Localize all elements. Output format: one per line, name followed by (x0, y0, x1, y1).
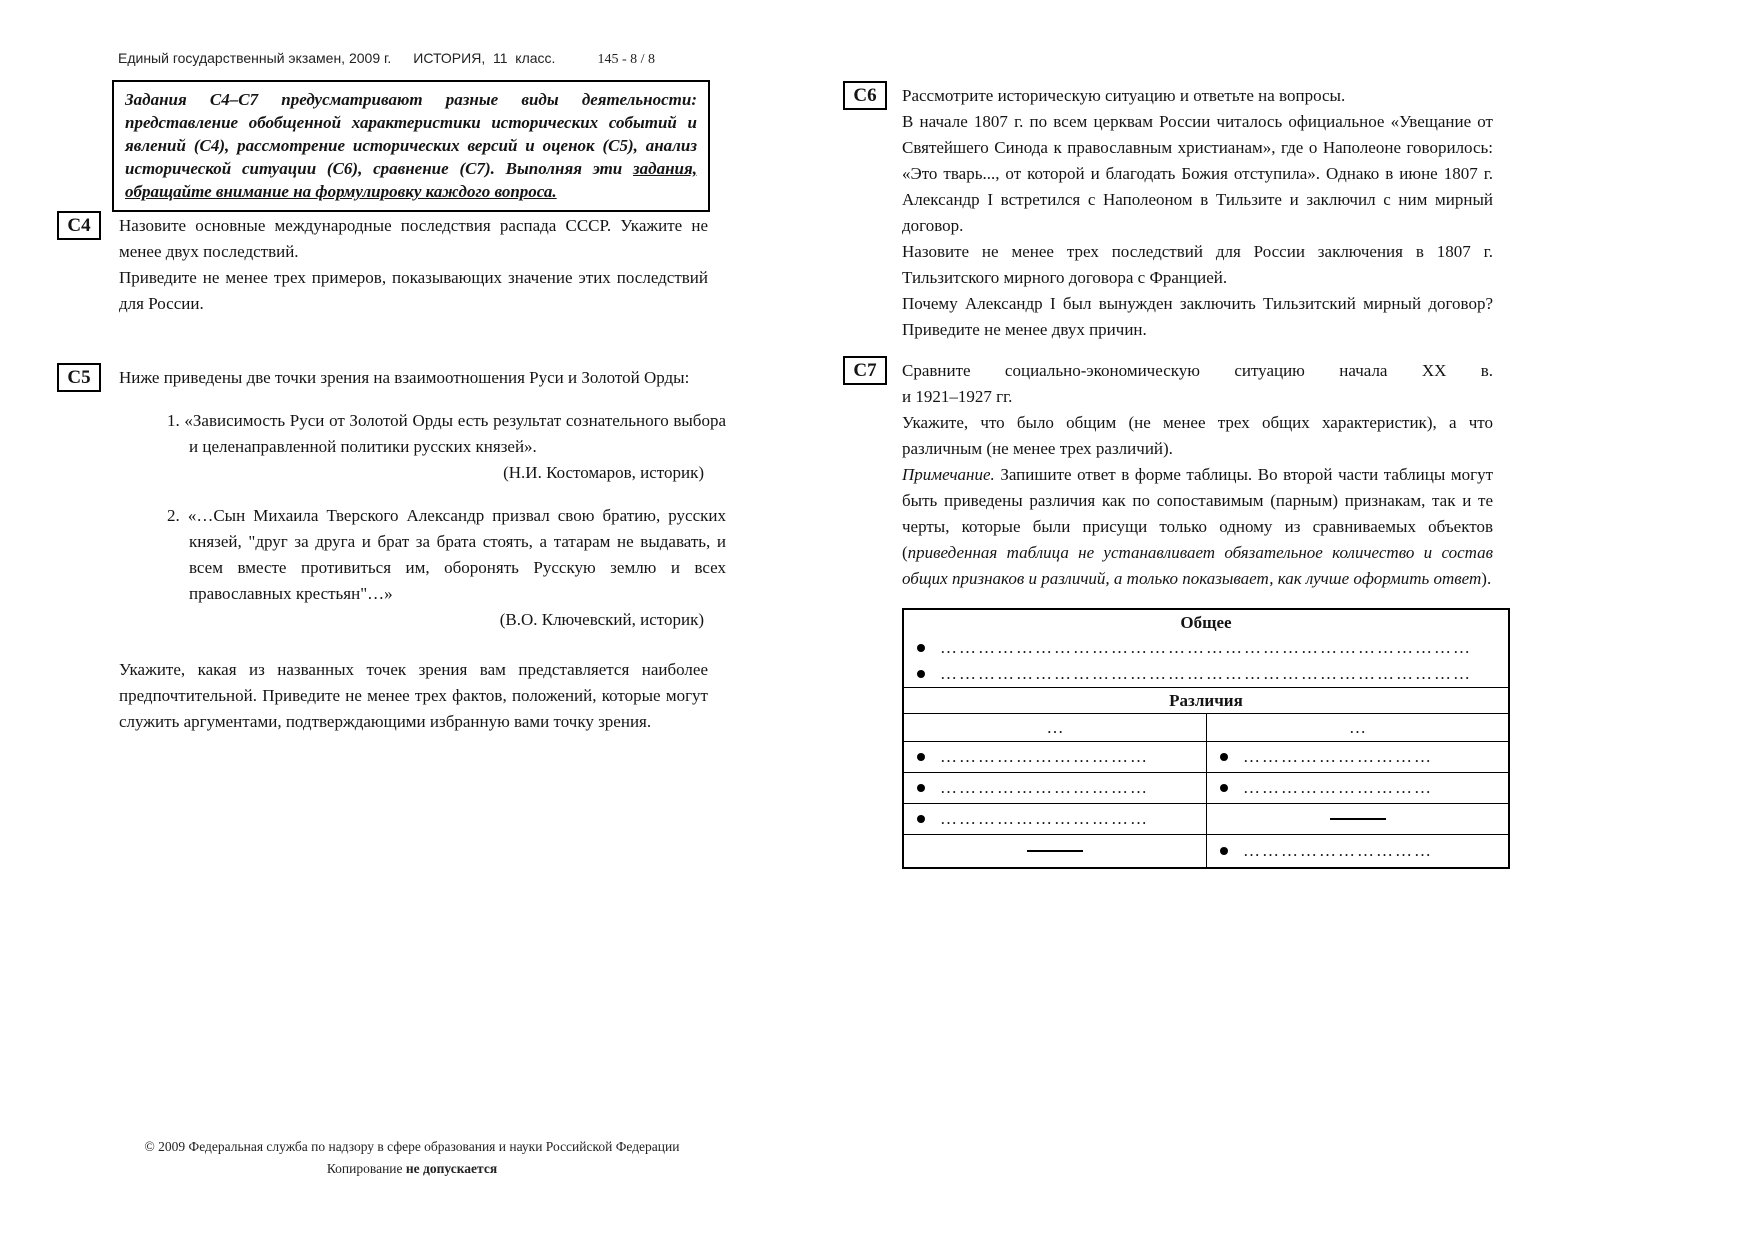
dotted-answer-line: ………………………… (1243, 747, 1433, 766)
bullet-icon (917, 784, 925, 792)
bullet-icon (1220, 847, 1228, 855)
instruction-box (112, 80, 710, 212)
c5-outro: Укажите, какая из названных точек зрения вам представляется наиболее предпочтительной. Приведите не менее трех фактов, положений, которые могут служить аргументами, подтверждающими избранную вами точку зрения. (119, 660, 708, 731)
common-row-2 (904, 661, 1508, 687)
diff-row-1 (904, 742, 1508, 773)
bullet-icon (1220, 784, 1228, 792)
diff-row-2 (904, 773, 1508, 804)
instruction-text: Задания С4–С7 предусматривают разные виды деятельности: представление обобщенной характеристики исторических событий и явлений (С4), рассмотрение исторических версий и оценок (С5), анализ исторической ситуации (С6), сравнение (С7). Выполняя эти (125, 90, 697, 178)
c7-paragraph-1-line-2: и 1921–1927 гг. (902, 387, 1013, 406)
diff-cell (1206, 804, 1508, 834)
footer-no-copy (112, 1158, 712, 1180)
c5-quote-1-attribution: (Н.И. Костомаров, историк) (503, 463, 704, 482)
table-header-common: Общее (1180, 613, 1232, 632)
c6-paragraph-3: Назовите не менее трех последствий для России заключения в 1807 г. Тильзитского мирного договора с Францией. (902, 242, 1493, 287)
header-subject: ИСТОРИЯ, 11 класс. (413, 50, 556, 66)
common-row-1 (904, 635, 1508, 661)
footer-no-copy-bold: не допускается (405, 1161, 498, 1176)
diff-row-4 (904, 835, 1508, 867)
long-dash (1027, 850, 1083, 852)
bullet-icon (917, 644, 925, 652)
diff-cell (904, 742, 1206, 772)
c7-note-suffix: ). (1481, 569, 1492, 588)
c6-paragraph-1: Рассмотрите историческую ситуацию и ответьте на вопросы. (902, 86, 1346, 105)
bullet-icon (917, 670, 925, 678)
c6-paragraph-2: В начале 1807 г. по всем церквам России читалось официальное «Увещание от Святейшего Синода к православным христианам», где о Наполеоне говорилось: «Это тварь..., от которой и благодать Божия отступила». Однако в июне 1807 г. Александр I встретился с Наполеоном в Тильзите и заключил с ним мирный договор. (902, 112, 1493, 235)
diff-cell (1206, 835, 1508, 867)
diff-cell (904, 835, 1206, 867)
diff-col-header-right: … (1206, 714, 1508, 741)
c7-label: С7 (853, 359, 877, 381)
diff-col-header-left: … (1046, 717, 1064, 737)
header-page-number: 145 - 8 / 8 (597, 52, 655, 67)
c7-note-label: Примечание. (902, 465, 995, 484)
long-dash (1330, 818, 1386, 820)
table-header-differences: Различия (904, 687, 1508, 714)
diff-column-headers (904, 714, 1508, 742)
c7-label-box (843, 356, 887, 385)
c7-note-text: Запишите ответ в форме таблицы. Во второй части таблицы могут быть приведены различия как по сопоставимым (парным) признакам, так и те черты, которые были присущи только одному из сравниваемых объектов ( (902, 465, 1493, 562)
dotted-answer-line: ………………………… (1243, 841, 1433, 860)
footer (112, 1136, 712, 1180)
dotted-answer-line: ………………………………………………………………………… (940, 638, 1472, 657)
bullet-icon (917, 815, 925, 823)
c4-paragraph-1: Назовите основные международные последствия распада СССР. Укажите не менее двух последствий. (119, 216, 708, 261)
c7-note-italic: приведенная таблица не устанавливает обязательное количество и состав общих признаков и различий, а только показывает, как лучше оформить ответ (902, 543, 1493, 588)
page-header (118, 50, 655, 68)
diff-row-3 (904, 804, 1508, 835)
diff-cell (904, 804, 1206, 834)
dotted-answer-line: ………………………… (1243, 778, 1433, 797)
c7-paragraph-1-line-1: Сравните социально-экономическую ситуацию начала XX в. (902, 361, 1493, 380)
c4-label-box (57, 211, 101, 240)
diff-cell (1206, 773, 1508, 803)
bullet-icon (917, 753, 925, 761)
diff-cell (1206, 742, 1508, 772)
c5-quote-2: 2. «…Сын Михаила Тверского Александр призвал свою братию, русских князей, "друг за друга и брат за брата стоять, а татарам не выдавать, и всем вместе противиться им, оборонять Русскую землю и всех православных крестьян"…» (167, 506, 726, 603)
bullet-icon (1220, 753, 1228, 761)
c5-label-box (57, 363, 101, 392)
c5-quote-2-attribution: (В.О. Ключевский, историк) (499, 610, 704, 629)
c6-paragraph-4: Почему Александр I был вынужден заключить Тильзитский мирный договор? Приведите не менее двух причин. (902, 294, 1493, 339)
c4-text (119, 213, 708, 317)
c5-label: С5 (67, 366, 91, 388)
c5-text (119, 365, 726, 735)
dotted-answer-line: …………………………… (940, 809, 1149, 828)
c5-intro: Ниже приведены две точки зрения на взаимоотношения Руси и Золотой Орды: (119, 368, 690, 387)
c6-label-box (843, 81, 887, 110)
footer-copyright: © 2009 Федеральная служба по надзору в сфере образования и науки Российской Федерации (144, 1139, 680, 1154)
c7-paragraph-1 (902, 358, 1493, 410)
footer-no-copy-normal: Копирование (326, 1161, 406, 1176)
c6-text (902, 83, 1493, 343)
c6-label: С6 (853, 84, 877, 106)
answer-table (902, 608, 1510, 869)
c4-label: С4 (67, 214, 91, 236)
dotted-answer-line: …………………………… (940, 778, 1149, 797)
c7-text (902, 358, 1493, 869)
instruction-text-underlined: задания, обращайте внимание на формулировку каждого вопроса. (125, 159, 697, 201)
c7-note (902, 462, 1493, 592)
dotted-answer-line: ………………………………………………………………………… (940, 664, 1472, 683)
header-exam-title: Единый государственный экзамен, 2009 г. (118, 50, 392, 66)
c7-paragraph-2: Укажите, что было общим (не менее трех общих характеристик), а что различным (не менее трех различий). (902, 413, 1493, 458)
diff-cell (904, 773, 1206, 803)
c5-quote-1: 1. «Зависимость Руси от Золотой Орды есть результат сознательного выбора и целенаправленной политики русских князей». (167, 411, 726, 456)
dotted-answer-line: …………………………… (940, 747, 1149, 766)
c4-paragraph-2: Приведите не менее трех примеров, показывающих значение этих последствий для России. (119, 268, 708, 313)
